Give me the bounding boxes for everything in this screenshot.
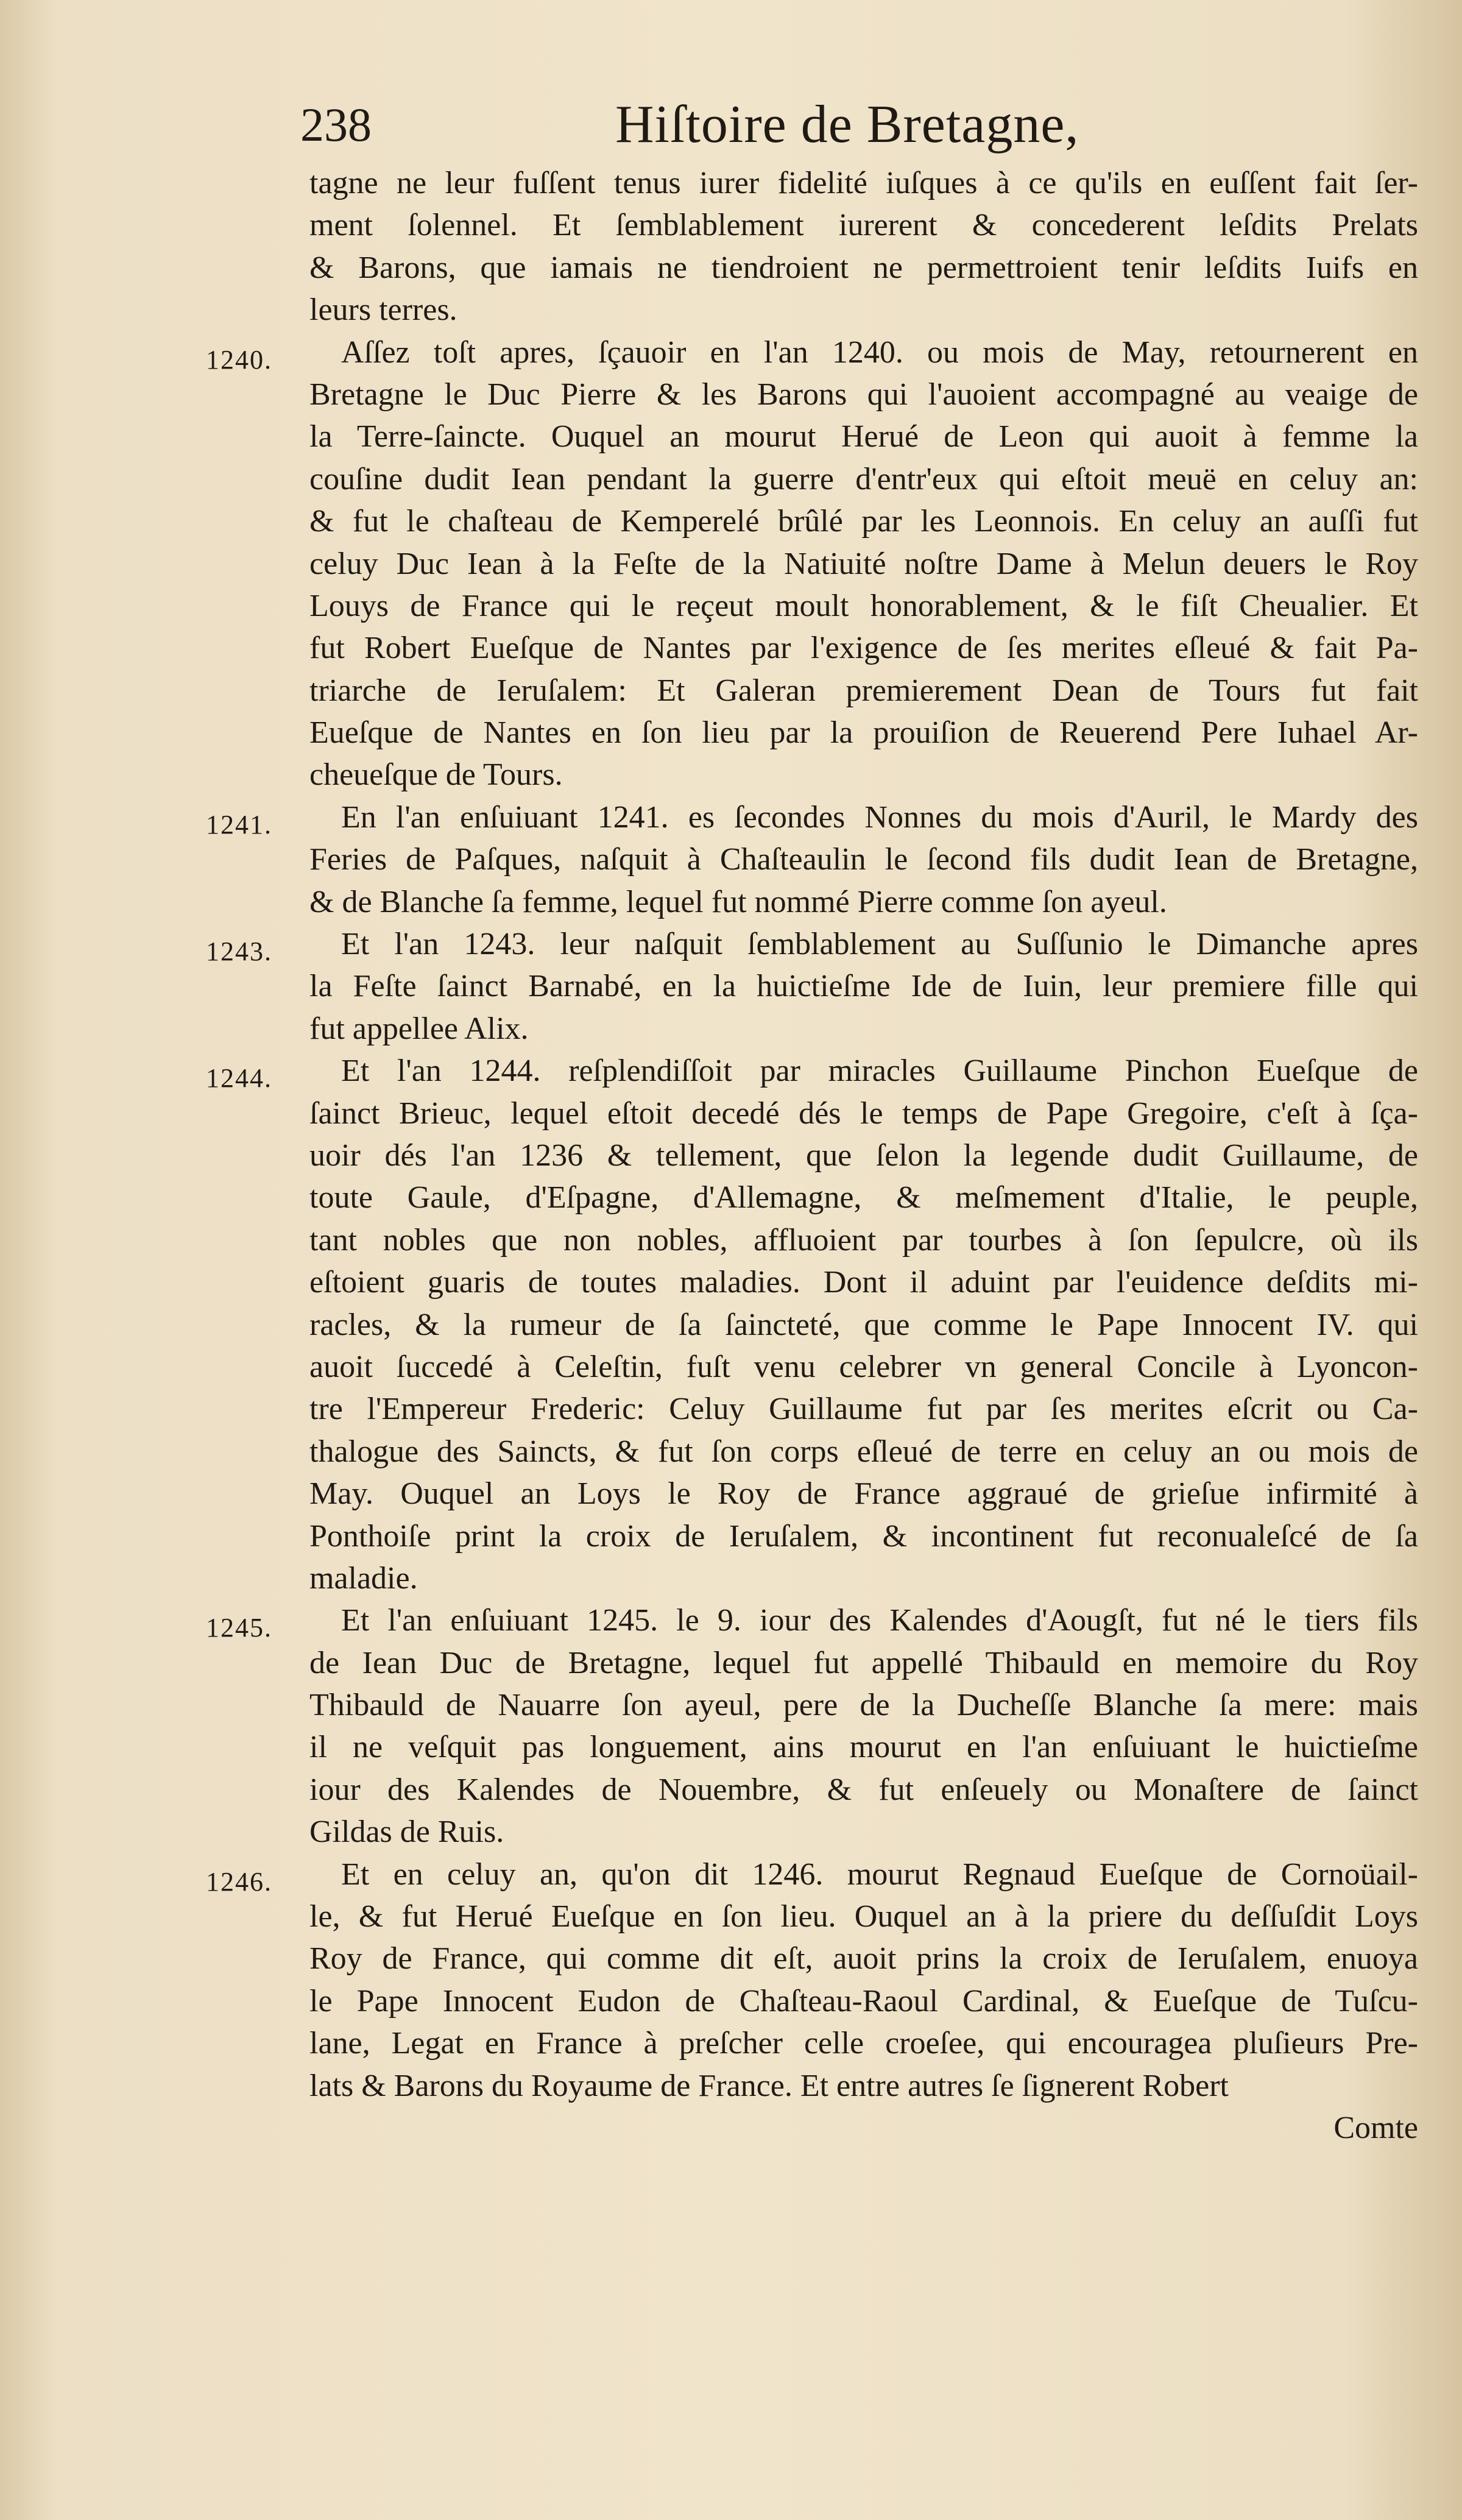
catchword: Comte (1333, 2110, 1418, 2145)
text-line: Et en celuy an, qu'on dit 1246. mourut Regnaud Eueſque de Cornoüail- (341, 1856, 1418, 1892)
text-line: ſainct Brieuc, lequel eſtoit decedé dés le temps de Pape Gregoire, c'eſt à ſça- (309, 1095, 1418, 1131)
text-line: lane, Legat en France à preſcher celle croeſee, qui encouragea pluſieurs Pre- (309, 2026, 1418, 2061)
text-line: auoit ſuccedé à Celeſtin, fuſt venu celebrer vn general Concile à Lyoncon- (309, 1349, 1418, 1384)
text-line: eſtoient guaris de toutes maladies. Dont il aduint par l'euidence deſdits mi- (309, 1265, 1418, 1300)
page-number: 238 (300, 98, 372, 151)
text-line: toute Gaule, d'Eſpagne, d'Allemagne, & meſmement d'Italie, le peuple, (309, 1180, 1418, 1216)
text-line: il ne veſquit pas longuement, ains mourut en l'an enſuiuant le huictieſme (309, 1730, 1418, 1765)
paragraph-entry (0, 331, 1462, 796)
text-line: la Terre-ſaincte. Ouquel an mourut Herué de Leon qui auoit à femme la (309, 419, 1418, 455)
text-line: Eueſque de Nantes en ſon lieu par la prouiſion de Reuerend Pere Iuhael Ar- (309, 715, 1418, 751)
text-line: Et l'an 1243. leur naſquit ſemblablement au Suſſunio le Dimanche apres (341, 927, 1418, 962)
paragraph-entry (0, 923, 1462, 1050)
main-text (0, 162, 1462, 2149)
text-line: racles, & la rumeur de ſa ſaincteté, que comme le Pape Innocent IV. qui (309, 1307, 1418, 1342)
text-line: uoir dés l'an 1236 & tellement, que ſelon la legende dudit Guillaume, de (309, 1138, 1418, 1173)
text-line: ment ſolennel. Et ſemblablement iurerent & concederent leſdits Prelats (309, 208, 1418, 243)
paragraph-entry (0, 1050, 1462, 1599)
running-title: Hiſtoire de Bretagne, (615, 95, 1079, 154)
text-line: Roy de France, qui comme dit eſt, auoit prins la croix de Ieruſalem, enuoya (309, 1941, 1418, 1977)
margin-year: 1243. (206, 936, 272, 967)
text-line: fut Robert Eueſque de Nantes par l'exigence de ſes merites eſleué & fait Pa- (309, 631, 1418, 666)
margin-year: 1240. (206, 344, 272, 375)
text-line: & fut le chaſteau de Kemperelé brûlé par les Leonnois. En celuy an auſſi fut (309, 504, 1418, 539)
text-line: thalogue des Saincts, & fut ſon corps eſleué de terre en celuy an ou mois de (309, 1434, 1418, 1469)
text-line: le, & fut Herué Eueſque en ſon lieu. Ouquel an à la priere du deſſuſdit Loys (309, 1899, 1418, 1934)
text-line: iour des Kalendes de Nouembre, & fut enſeuely ou Monaſtere de ſainct (309, 1772, 1418, 1807)
text-line: Ponthoiſe print la croix de Ieruſalem, & incontinent fut reconualeſcé de ſa (309, 1518, 1418, 1554)
margin-year: 1244. (206, 1063, 272, 1094)
paragraph-entry (0, 1853, 1462, 2107)
text-line: fut appellee Alix. (309, 1011, 529, 1046)
text-line: Aſſez toſt apres, ſçauoir en l'an 1240. ou mois de May, retournerent en (341, 334, 1418, 370)
text-line: Et l'an 1244. reſplendiſſoit par miracles Guillaume Pinchon Eueſque de (341, 1053, 1418, 1089)
page-header (0, 91, 1462, 158)
text-line: maladie. (309, 1560, 418, 1596)
text-line: triarche de Ieruſalem: Et Galeran premierement Dean de Tours fut fait (309, 673, 1418, 708)
text-line: Thibauld de Nauarre ſon ayeul, pere de la Ducheſſe Blanche ſa mere: mais (309, 1688, 1418, 1723)
text-line: Bretagne le Duc Pierre & les Barons qui l'auoient accompagné au veaige de (309, 377, 1418, 412)
text-line: & Barons, que iamais ne tiendroient ne permettroient tenir leſdits Iuifs en (309, 250, 1418, 285)
margin-year: 1245. (206, 1613, 272, 1643)
text-line: de Iean Duc de Bretagne, lequel fut appellé Thibauld en memoire du Roy (309, 1645, 1418, 1680)
margin-year: 1241. (206, 809, 272, 840)
paragraph-entry (0, 1599, 1462, 1853)
text-line: Louys de France qui le reçeut moult honorablement, & le fiſt Cheualier. Et (309, 588, 1418, 623)
text-line: celuy Duc Iean à la Feſte de la Natiuité noſtre Dame à Melun deuers le Roy (309, 546, 1418, 581)
text-line: cheueſque de Tours. (309, 757, 563, 793)
text-line: la Feſte ſainct Barnabé, en la huictieſme Ide de Iuin, leur premiere fille qui (309, 969, 1418, 1004)
text-line: Et l'an enſuiuant 1245. le 9. iour des Kalendes d'Aougſt, fut né le tiers fils (341, 1603, 1418, 1638)
text-line: lats & Barons du Royaume de France. Et entre autres ſe ſignerent Robert (309, 2068, 1229, 2103)
text-line: May. Ouquel an Loys le Roy de France aggraué de grieſue infirmité à (309, 1476, 1418, 1512)
text-line: le Pape Innocent Eudon de Chaſteau-Raoul Cardinal, & Eueſque de Tuſcu- (309, 1983, 1418, 2019)
text-line: En l'an enſuiuant 1241. es ſecondes Nonnes du mois d'Auril, le Mardy des (341, 799, 1418, 835)
text-line: tant nobles que non nobles, affluoient par tourbes à ſon ſepulcre, où ils (309, 1222, 1418, 1258)
paragraph-entry (0, 162, 1462, 331)
text-line: Gildas de Ruis. (309, 1814, 504, 1850)
text-line: couſine dudit Iean pendant la guerre d'entr'eux qui eſtoit meuë en celuy an: (309, 461, 1418, 497)
paragraph-entry (0, 796, 1462, 923)
margin-year: 1246. (206, 1866, 272, 1897)
text-line: tre l'Empereur Frederic: Celuy Guillaume fut par ſes merites eſcrit ou Ca- (309, 1392, 1418, 1427)
text-line: leurs terres. (309, 292, 457, 328)
text-line: Feries de Paſques, naſquit à Chaſteaulin le ſecond fils dudit Iean de Bretagne, (309, 842, 1418, 877)
text-line: tagne ne leur fuſſent tenus iurer fidelité iuſques à ce qu'ils en euſſent fait ſer- (309, 166, 1418, 200)
text-line: & de Blanche ſa femme, lequel fut nommé Pierre comme ſon ayeul. (309, 884, 1167, 919)
